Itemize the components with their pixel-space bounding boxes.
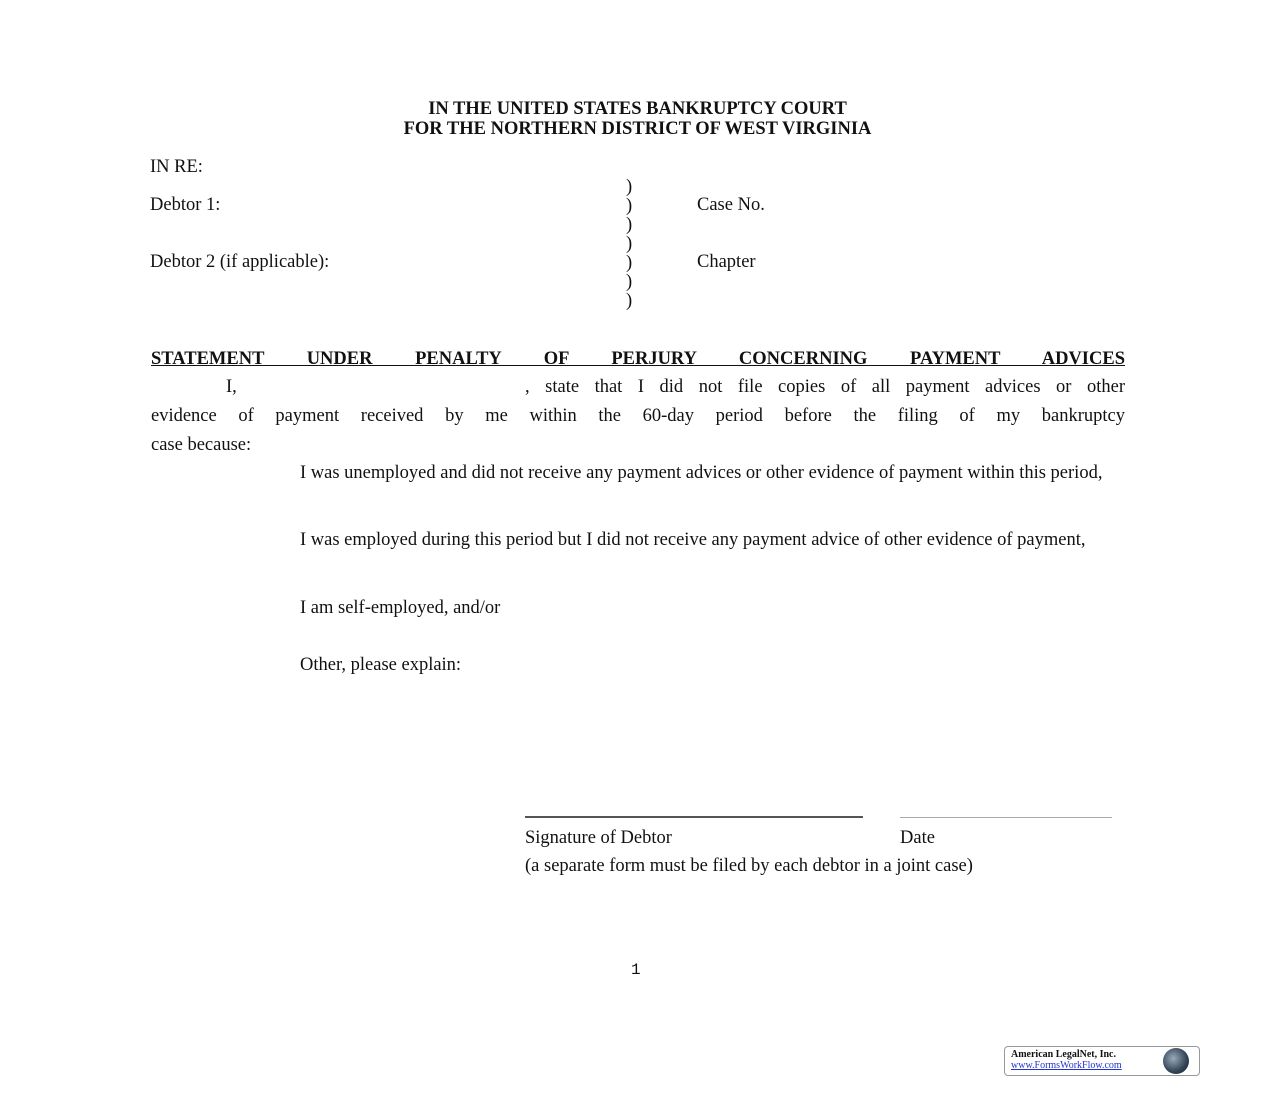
date-label: Date — [900, 828, 935, 848]
in-re-label: IN RE: — [150, 157, 203, 177]
chapter-label: Chapter — [697, 252, 756, 272]
court-heading-line1: IN THE UNITED STATES BANKRUPTCY COURT — [428, 99, 847, 119]
caption-paren: ) — [626, 234, 633, 254]
statement-line3: case because: — [151, 435, 252, 455]
caption-paren: ) — [626, 272, 633, 292]
case-no-label: Case No. — [697, 195, 765, 215]
document-title: STATEMENT UNDER PENALTY OF PERJURY CONCERNING PAYMENT ADVICES — [151, 349, 1125, 369]
caption-paren: ) — [626, 177, 633, 197]
option-self-employed: I am self-employed, and/or — [300, 598, 501, 618]
date-line[interactable] — [900, 817, 1112, 818]
court-heading-line2: FOR THE NORTHERN DISTRICT OF WEST VIRGINIA — [403, 119, 872, 139]
logo-url[interactable]: www.FormsWorkFlow.com — [1011, 1060, 1122, 1071]
globe-icon — [1163, 1048, 1189, 1074]
debtor1-label: Debtor 1: — [150, 195, 221, 215]
option-employed-no-advice: I was employed during this period but I did not receive any payment advice of other evidence of payment, — [300, 530, 1086, 550]
statement-line1: , state that I did not file copies of all payment advices or other — [525, 377, 1125, 397]
caption-paren: ) — [626, 291, 633, 311]
caption-paren: ) — [626, 253, 633, 273]
caption-paren: ) — [626, 215, 633, 235]
signature-line[interactable] — [525, 816, 863, 818]
debtor2-label: Debtor 2 (if applicable): — [150, 252, 330, 272]
option-other: Other, please explain: — [300, 655, 462, 675]
statement-line2: evidence of payment received by me within the 60-day period before the filing of my bankruptcy — [151, 406, 1125, 426]
signature-label: Signature of Debtor — [525, 828, 672, 848]
declarant-i-label: I, — [226, 377, 237, 397]
page-number: 1 — [631, 961, 641, 979]
caption-paren: ) — [626, 196, 633, 216]
logo-company: American LegalNet, Inc. — [1011, 1049, 1116, 1060]
american-legalnet-logo[interactable] — [1004, 1046, 1200, 1076]
option-unemployed: I was unemployed and did not receive any payment advices or other evidence of payment within this period, — [300, 463, 1103, 483]
joint-case-note: (a separate form must be filed by each debtor in a joint case) — [525, 856, 973, 876]
